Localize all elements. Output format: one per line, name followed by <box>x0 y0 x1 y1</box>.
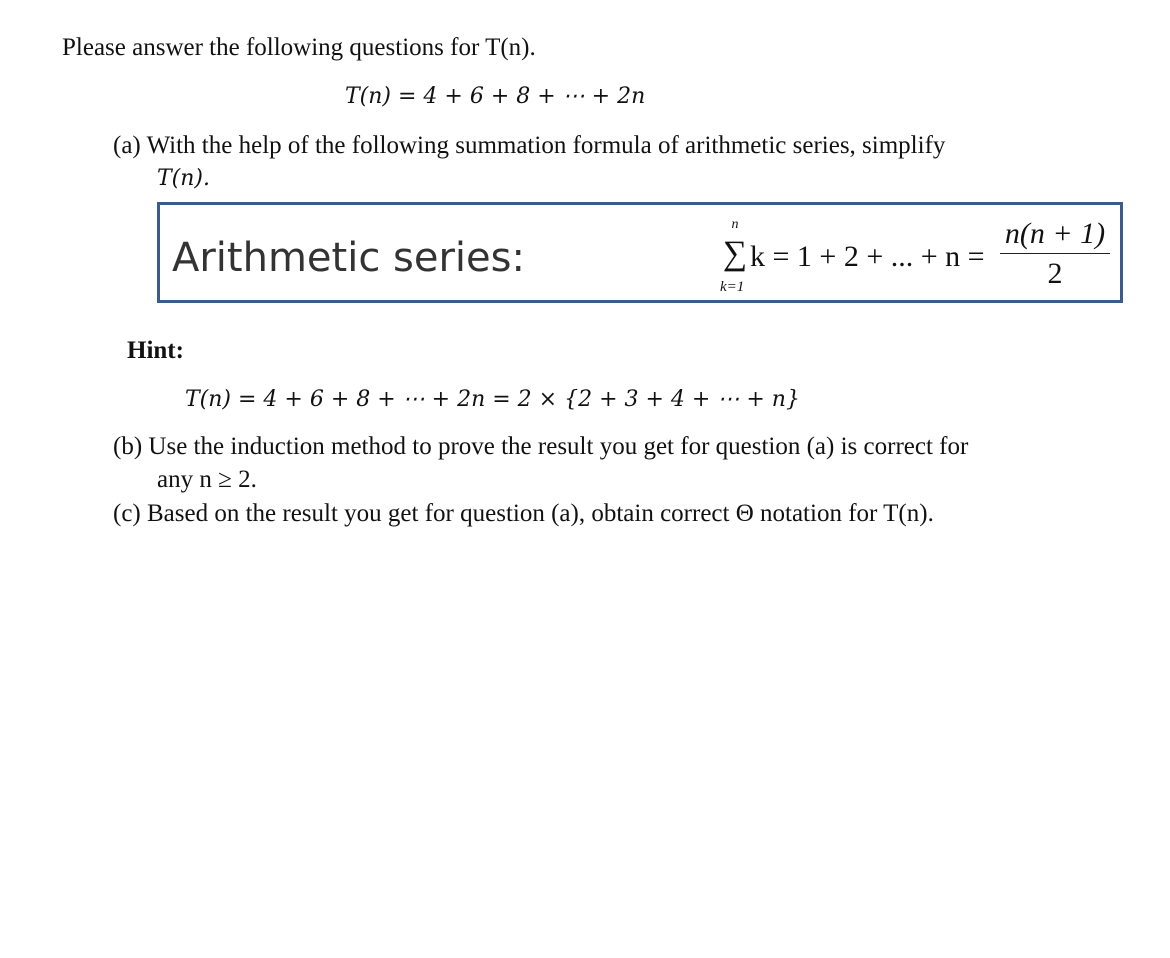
part-a-label: (a) <box>113 132 141 159</box>
sum-expression: k = 1 + 2 + ... + n = <box>750 240 985 273</box>
denominator: 2 <box>1047 257 1063 290</box>
sum-lower: k=1 <box>720 279 745 295</box>
part-b-cont: any n ≥ 2. <box>157 466 257 493</box>
hint-formula: T(n) = 4 + 6 + 8 + ⋯ + 2n = 2 × {2 + 3 + 4 + ⋯ + n} <box>185 387 800 412</box>
numerator: n(n + 1) <box>1000 215 1110 254</box>
part-a-text: With the help of the following summation formula of arithmetic series, simplify <box>146 132 946 159</box>
box-label: Arithmetic series: <box>172 235 525 281</box>
sigma-icon: ∑ <box>722 235 748 272</box>
definition-formula: T(n) = 4 + 6 + 8 + ⋯ + 2n <box>345 84 646 109</box>
part-b-label: (b) <box>113 433 143 460</box>
sum-upper: n <box>731 217 739 232</box>
part-a <box>113 131 945 161</box>
hint-label: Hint: <box>127 337 184 364</box>
series-formula <box>720 215 1110 295</box>
part-c-text: Based on the result you get for question (a), obtain correct Θ notation for T(n). <box>147 500 934 527</box>
part-c-label: (c) <box>113 500 141 527</box>
arithmetic-series-box <box>157 202 1123 303</box>
intro-text: Please answer the following questions for T(n). <box>62 34 536 61</box>
part-a-cont: T(n). <box>157 166 211 191</box>
part-b-text: Use the induction method to prove the result you get for question (a) is correct for <box>148 433 969 460</box>
fraction <box>1000 215 1110 294</box>
part-c <box>113 499 934 529</box>
part-b <box>113 432 968 462</box>
